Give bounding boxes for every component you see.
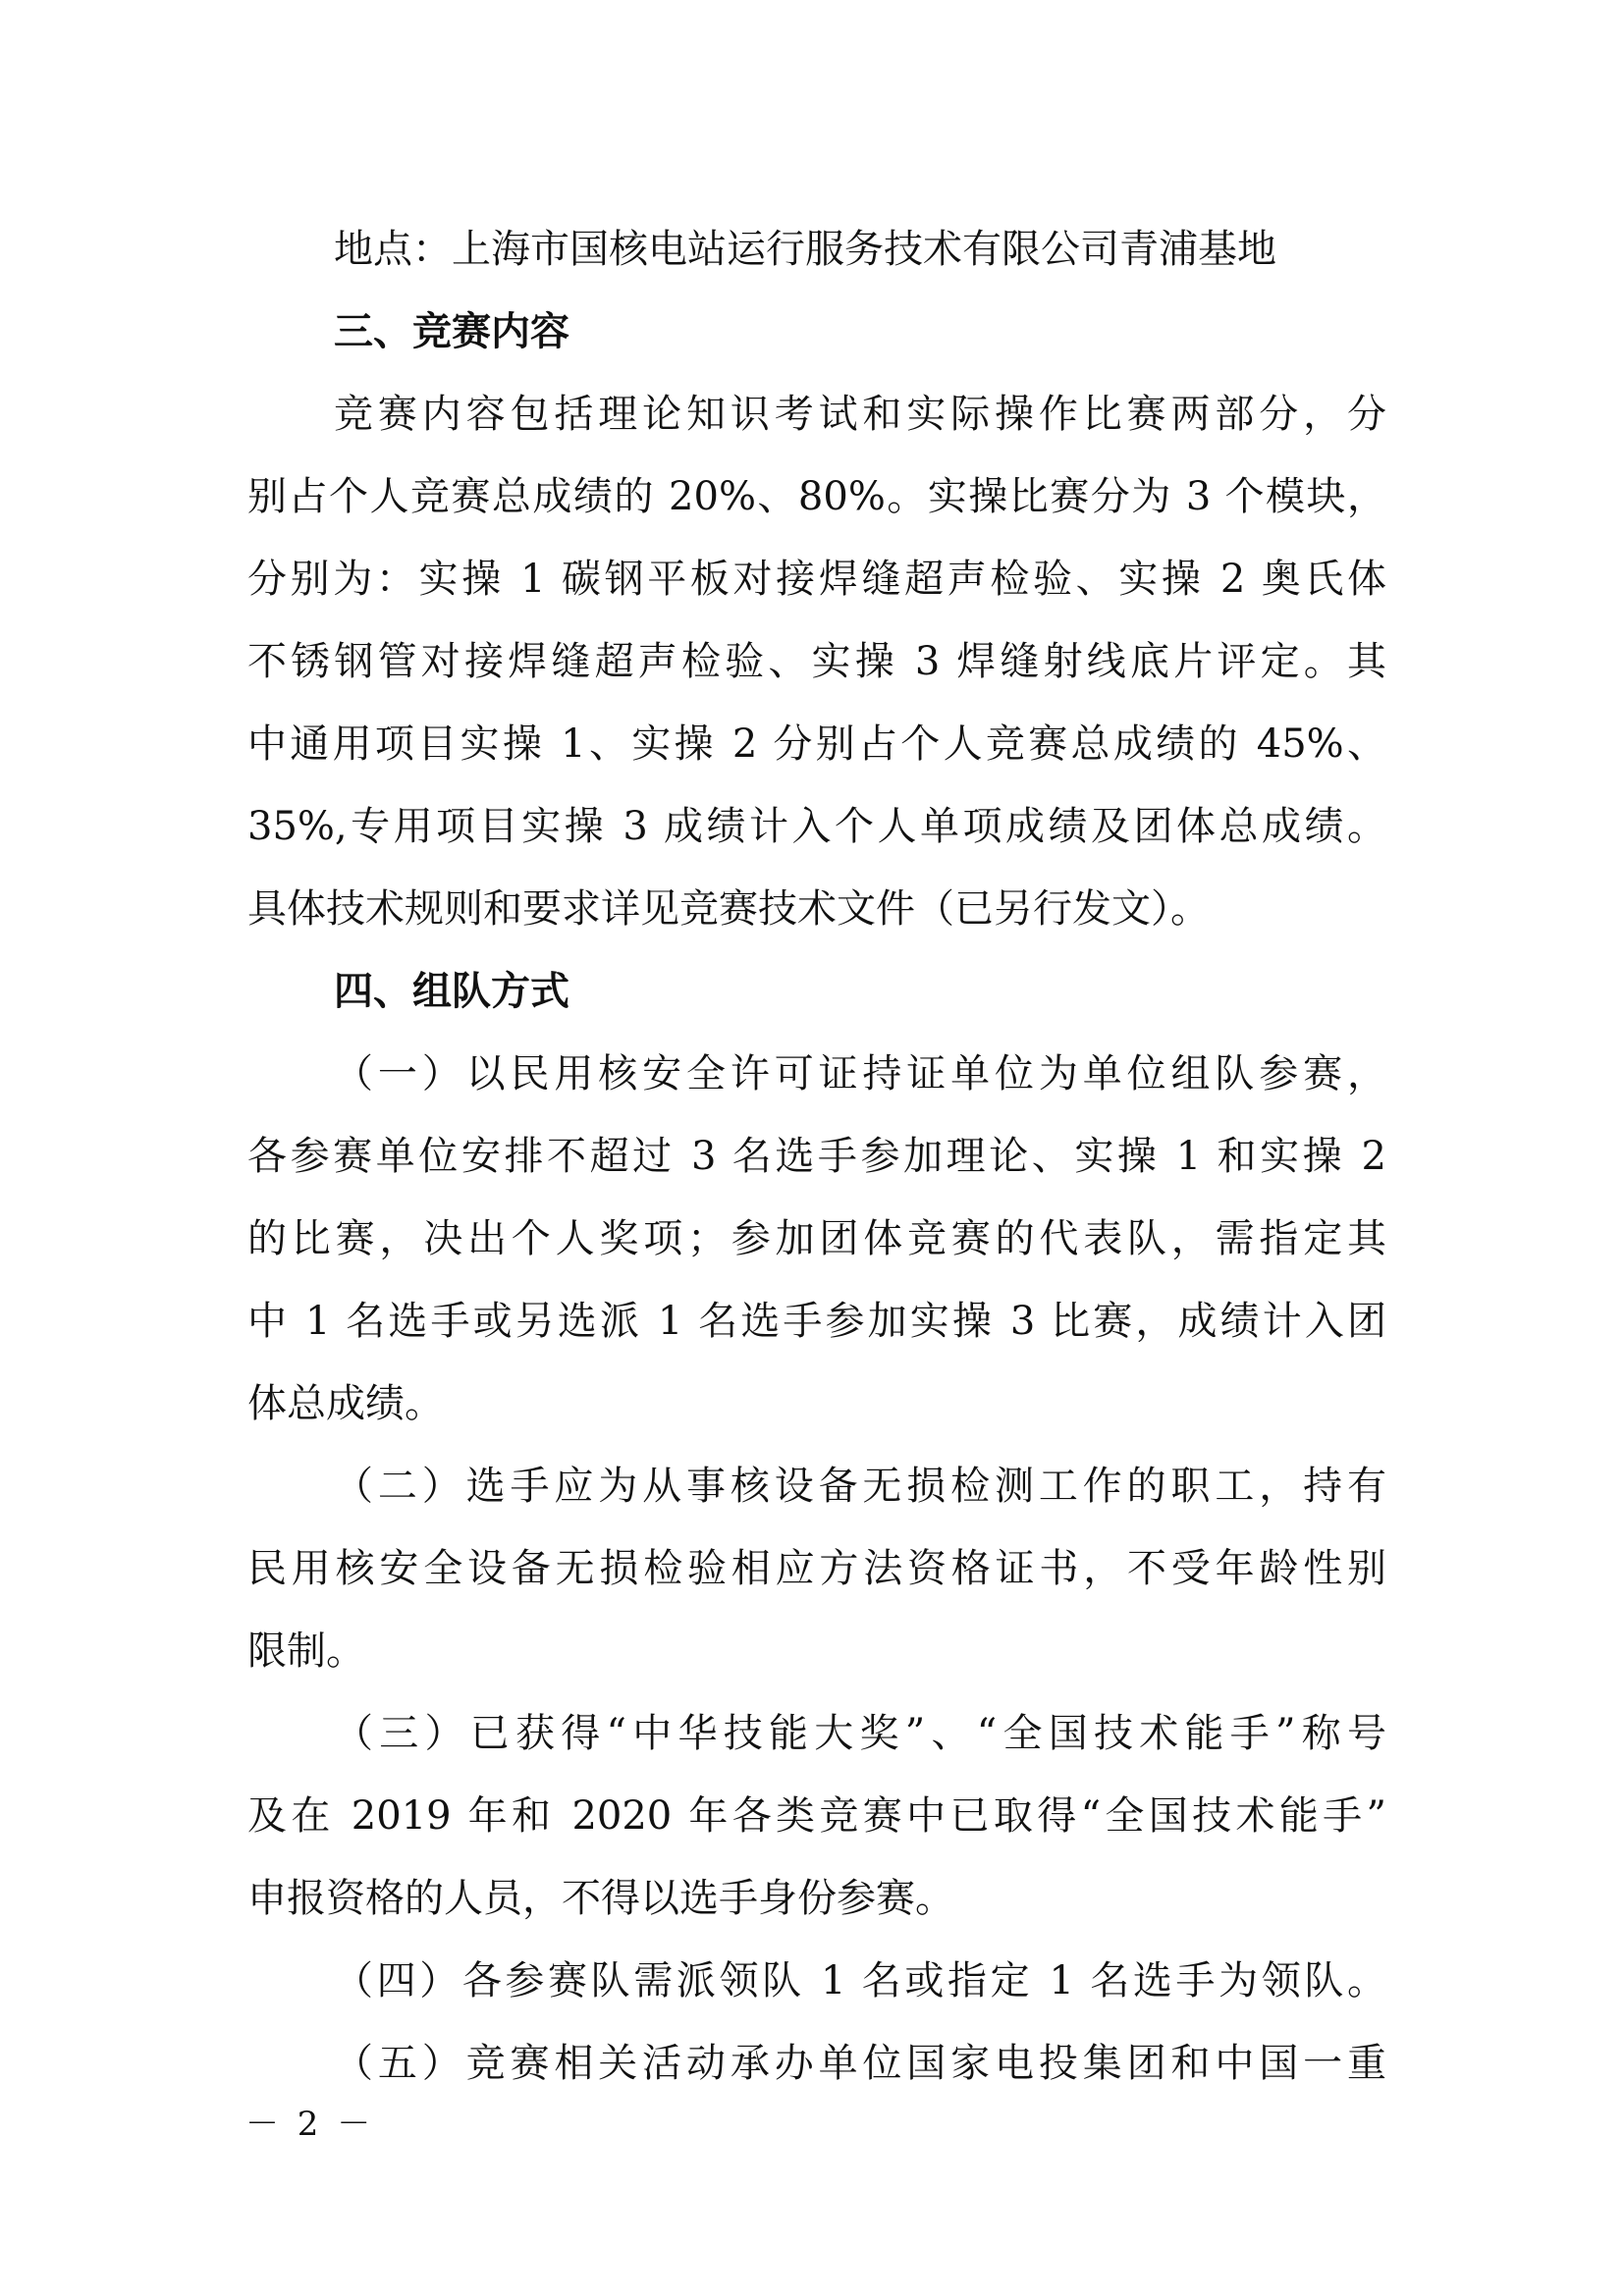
paragraph-line: 的比赛，决出个人奖项；参加团体竞赛的代表队，需指定其: [247, 1216, 1386, 1261]
paragraph-line: （三）已获得“中华技能大奖”、“全国技术能手”称号: [334, 1711, 1386, 1756]
paragraph-line: 分别为：实操 1 碳钢平板对接焊缝超声检验、实操 2 奥氏体: [247, 557, 1386, 602]
paragraph-line: 申报资格的人员，不得以选手身份参赛。: [247, 1876, 954, 1921]
paragraph-line: 中通用项目实操 1、实操 2 分别占个人竞赛总成绩的 45%、: [247, 721, 1386, 767]
paragraph-line: （四）各参赛队需派领队 1 名或指定 1 名选手为领队。: [334, 1958, 1386, 2003]
paragraph-line: 限制。: [247, 1629, 365, 1674]
paragraph-line: 中 1 名选手或另选派 1 名选手参加实操 3 比赛，成绩计入团: [247, 1299, 1386, 1344]
paragraph-line: （二）选手应为从事核设备无损检测工作的职工，持有: [334, 1464, 1386, 1509]
paragraph-line: 不锈钢管对接焊缝超声检验、实操 3 焊缝射线底片评定。其: [247, 639, 1386, 684]
paragraph-line: （一）以民用核安全许可证持证单位为单位组队参赛，: [334, 1051, 1386, 1096]
paragraph-line: 35%,专用项目实操 3 成绩计入个人单项成绩及团体总成绩。: [247, 804, 1386, 849]
paragraph-line: 民用核安全设备无损检验相应方法资格证书，不受年龄性别: [247, 1546, 1386, 1591]
page-number: － 2 －: [245, 2105, 375, 2144]
paragraph-line: 及在 2019 年和 2020 年各类竞赛中已取得“全国技术能手”: [247, 1793, 1386, 1839]
location-line: 地点：上海市国核电站运行服务技术有限公司青浦基地: [334, 227, 1276, 272]
paragraph-line: 具体技术规则和要求详见竞赛技术文件（已另行发文）。: [247, 886, 1210, 932]
section-heading-team-formation: 四、组队方式: [334, 969, 569, 1014]
paragraph-line: 别占个人竞赛总成绩的 20%、80%。实操比赛分为 3 个模块，: [247, 474, 1386, 519]
paragraph-line: 体总成绩。: [247, 1381, 444, 1426]
section-heading-competition-content: 三、竞赛内容: [334, 309, 569, 354]
paragraph-line: 各参赛单位安排不超过 3 名选手参加理论、实操 1 和实操 2: [247, 1134, 1386, 1179]
paragraph-line: （五）竞赛相关活动承办单位国家电投集团和中国一重: [334, 2041, 1386, 2086]
paragraph-line: 竞赛内容包括理论知识考试和实际操作比赛两部分，分: [334, 392, 1386, 437]
